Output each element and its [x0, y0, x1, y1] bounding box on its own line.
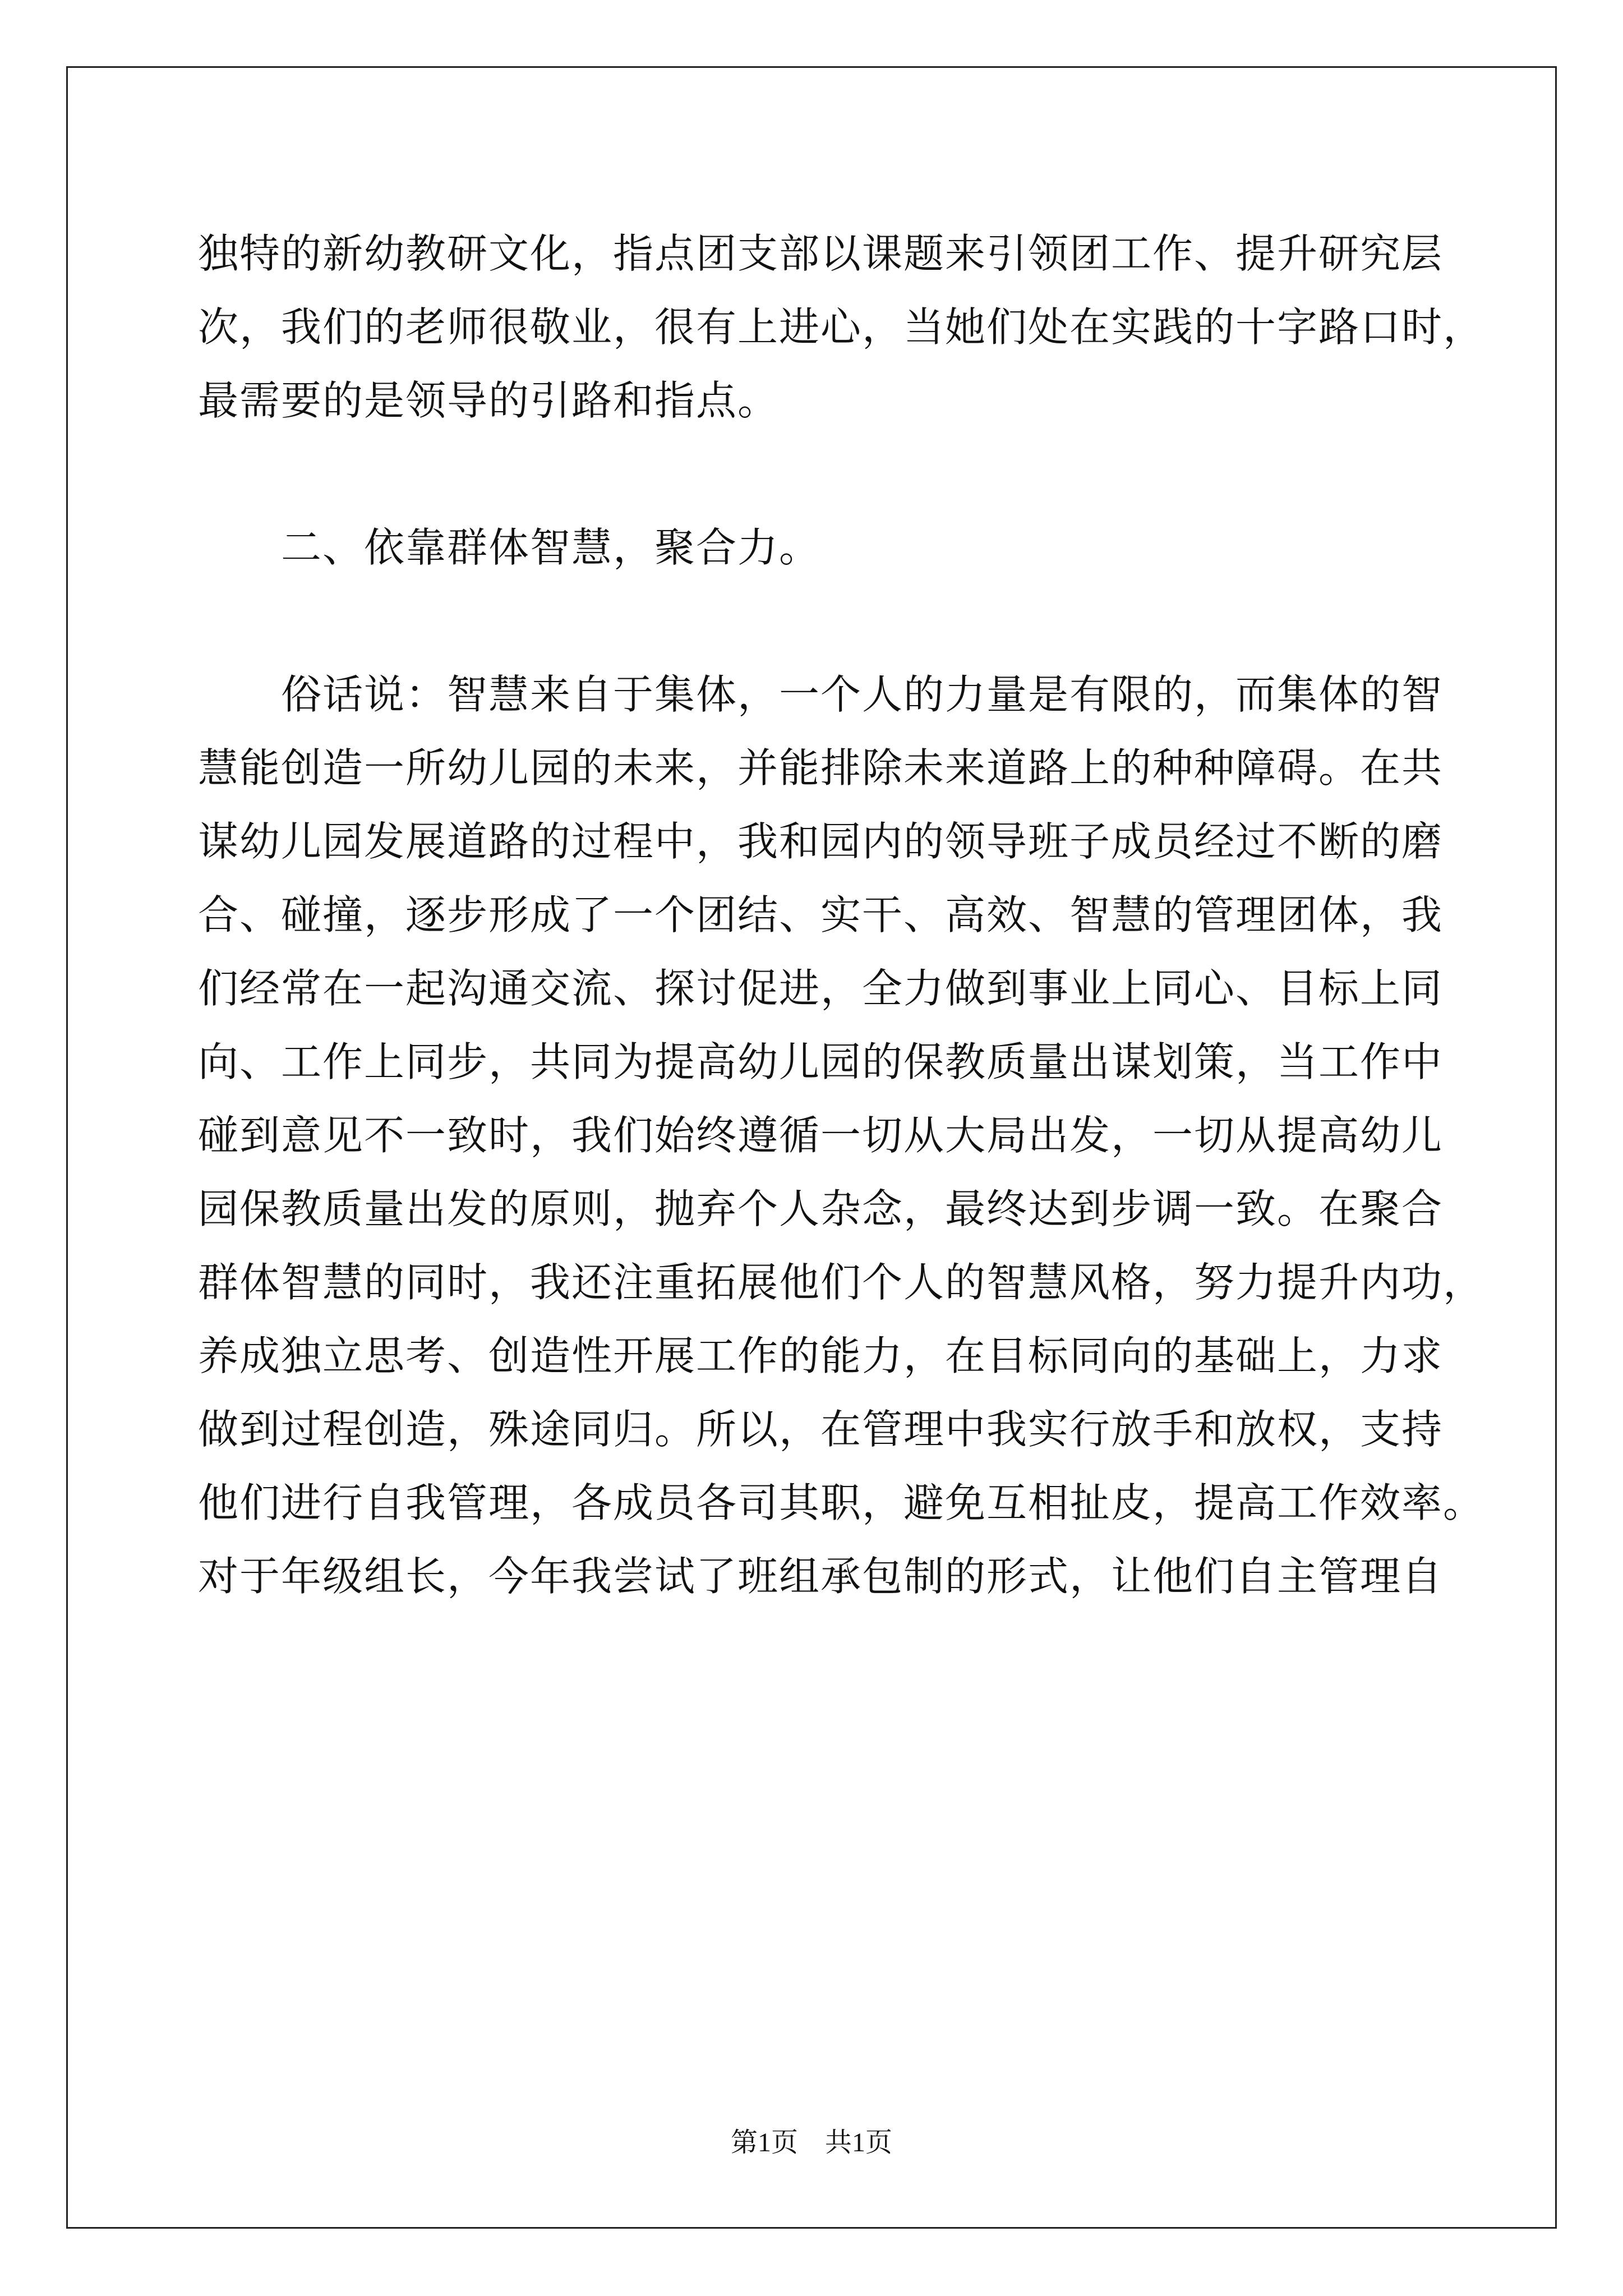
text-line: 慧能创造一所幼儿园的未来，并能排除未来道路上的种种障碍。在共 — [198, 744, 1444, 792]
text-line: 合、碰撞，逐步形成了一个团结、实干、高效、智慧的管理团体，我 — [198, 891, 1444, 938]
text-line: 独特的新幼教研文化，指点团支部以课题来引领团工作、提升研究层 — [198, 230, 1444, 277]
page-number: 第1页 — [730, 2128, 798, 2157]
text-line: 碰到意见不一致时，我们始终遵循一切从大局出发，一切从提高幼儿 — [198, 1112, 1444, 1159]
text-line: 们经常在一起沟通交流、探讨促进，全力做到事业上同心、目标上同 — [198, 965, 1444, 1012]
text-line: 向、工作上同步，共同为提高幼儿园的保教质量出谋划策，当工作中 — [198, 1038, 1444, 1085]
page-total: 共1页 — [825, 2128, 893, 2157]
text-line: 群体智慧的同时，我还注重拓展他们个人的智慧风格，努力提升内功， — [198, 1259, 1485, 1306]
text-line: 做到过程创造，殊途同归。所以，在管理中我实行放手和放权，支持 — [198, 1406, 1444, 1453]
text-line: 俗话说：智慧来自于集体，一个人的力量是有限的，而集体的智 — [198, 671, 1444, 718]
text-line: 次，我们的老师很敬业，很有上进心，当她们处在实践的十字路口时， — [198, 303, 1485, 351]
text-line: 谋幼儿园发展道路的过程中，我和园内的领导班子成员经过不断的磨 — [198, 818, 1444, 865]
text-line: 养成独立思考、创造性开展工作的能力，在目标同向的基础上，力求 — [198, 1332, 1444, 1379]
section-heading: 二、依靠群体智慧，聚合力。 — [198, 524, 821, 571]
blank-line — [198, 438, 1432, 511]
page-footer — [0, 2126, 1623, 2160]
text-line: 园保教质量出发的原则，抛弃个人杂念，最终达到步调一致。在聚合 — [198, 1185, 1444, 1232]
document-body — [198, 217, 1485, 1613]
text-line: 他们进行自我管理，各成员各司其职，避免互相扯皮，提高工作效率。 — [198, 1479, 1485, 1526]
text-line: 最需要的是领导的引路和指点。 — [198, 377, 780, 424]
text-line: 对于年级组长，今年我尝试了班组承包制的形式，让他们自主管理自 — [198, 1553, 1444, 1600]
blank-line — [198, 585, 1432, 658]
